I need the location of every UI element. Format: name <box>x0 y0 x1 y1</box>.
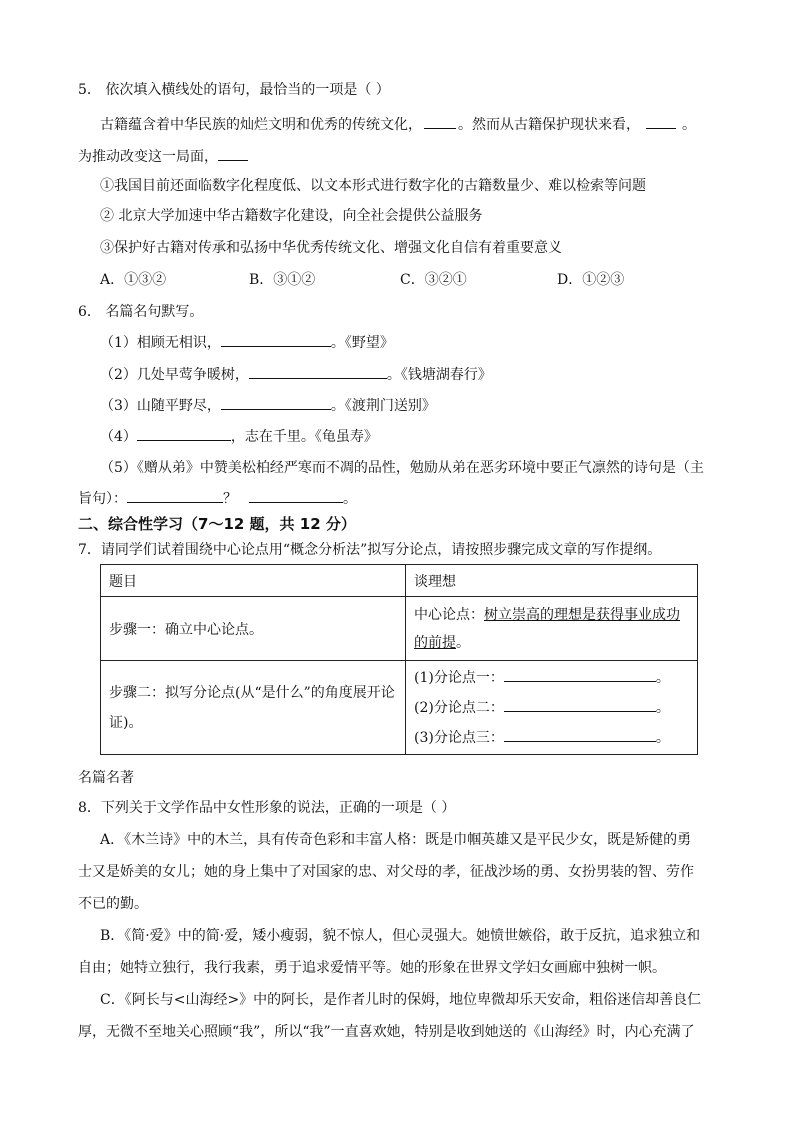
q6-item-3-prefix: （3）山随平野尽， <box>100 398 221 414</box>
q5-passage-line1 <box>100 114 696 135</box>
q5-option-2: ② 北京大学加速中华古籍数字化建设，向全社会提供公益服务 <box>100 208 483 224</box>
q7-step1: 步骤一：确立中心论点。 <box>101 597 406 661</box>
q6-item-4-prefix: （4） <box>100 429 137 445</box>
q6-item-5-prefix: 旨句）： <box>78 491 127 507</box>
q6-item-2-prefix: （2）几处早莺争暖树， <box>100 367 249 383</box>
q6-item-5-line2 <box>78 488 357 509</box>
q7-thesis-line1: 树立崇高的理想是获得事业成功 <box>484 606 680 623</box>
q6-item-3-blank[interactable] <box>221 395 331 410</box>
q7-sub3-end: 。 <box>655 729 670 746</box>
q6-item-4-blank[interactable] <box>137 426 231 441</box>
q6-item-1 <box>100 332 394 353</box>
q7-header-left: 题目 <box>101 565 406 597</box>
q7-outline-table <box>100 564 698 755</box>
q7-thesis-cell <box>406 597 698 661</box>
q5-blank-1[interactable] <box>424 114 456 129</box>
q5-choice-a[interactable]: A．①③② <box>100 272 167 288</box>
q5-choice-c[interactable]: C．③②① <box>400 272 467 288</box>
q7-sub2-end: 。 <box>655 699 670 716</box>
q7-header-right: 谈理想 <box>406 565 698 597</box>
q7-thesis-line2: 的前提 <box>414 634 456 651</box>
q5-stem: 5． 依次填入横线处的语句，最恰当的一项是（ ） <box>78 82 390 98</box>
q7-thesis-label: 中心论点： <box>414 606 484 623</box>
table-row <box>101 565 698 597</box>
q7-sub1-blank[interactable] <box>504 667 656 682</box>
q5-blank-2[interactable] <box>646 114 676 129</box>
q5-blank-3[interactable] <box>218 146 248 161</box>
q6-item-5-end: 。 <box>343 491 357 507</box>
q6-item-1-suffix: 。《野望》 <box>330 335 394 351</box>
q6-item-5-blank-2[interactable] <box>249 488 343 503</box>
q6-item-2-blank[interactable] <box>249 364 387 379</box>
q8-option-b-line2: 自由；她特立独行，我行我素，勇于追求爱情平等。她的形象在世界文学妇女画廊中独树一帜。 <box>78 960 666 976</box>
q6-item-1-prefix: （1）相顾无相识， <box>100 335 221 351</box>
q6-item-3 <box>100 395 436 416</box>
q8-option-a-line3: 不已的勤。 <box>78 896 148 912</box>
table-row <box>101 597 698 661</box>
q5-option-3: ③保护好古籍对传承和弘扬中华优秀传统文化、增强文化自信有着重要意义 <box>100 240 562 256</box>
q5-choice-d[interactable]: D．①②③ <box>557 272 625 288</box>
mingpian-heading: 名篇名著 <box>78 770 134 786</box>
q7-subpoints-cell <box>406 661 698 755</box>
section-2-heading: 二、综合性学习（7～12 题，共 12 分） <box>78 515 356 533</box>
q5-passage-line2 <box>78 146 248 167</box>
q7-sub3-label: (3)分论点三： <box>414 729 504 746</box>
q6-item-5-line1: （5）《赠从弟》中赞美松柏经严寒而不凋的品性，勉励从弟在恶劣环境中要正气凛然的诗句是（主 <box>100 460 704 476</box>
table-row <box>101 661 698 755</box>
q7-step2 <box>101 661 406 755</box>
q7-sub1-end: 。 <box>655 669 670 686</box>
q5-passage-c: 。 <box>682 117 696 133</box>
q7-sub1-label: (1)分论点一： <box>414 669 504 686</box>
q6-item-5-blank-1[interactable] <box>127 488 223 503</box>
q7-step2-line2: 证)。 <box>109 714 143 731</box>
q6-item-2-suffix: 。《钱塘湖春行》 <box>386 367 492 383</box>
q8-option-c-line2: 厚，无微不至地关心照顾“我”，所以“我”一直喜欢她，特别是收到她送的《山海经》时，内心充满了 <box>78 1024 695 1040</box>
q7-sub2-blank[interactable] <box>504 697 656 712</box>
q8-stem: 8．下列关于文学作品中女性形象的说法，正确的一项是（ ） <box>78 800 456 816</box>
q6-item-4-suffix: ，志在千里。《龟虽寿》 <box>230 429 378 445</box>
q7-thesis-end: 。 <box>456 634 470 651</box>
q6-item-4 <box>100 426 378 447</box>
q5-choice-b[interactable]: B．③①② <box>249 272 316 288</box>
q8-option-c-line1: C．《阿长与<山海经>》中的阿长，是作者儿时的保姆，地位卑微却乐天安命，粗俗迷信却善良仁 <box>100 992 702 1008</box>
q5-option-1: ①我国目前还面临数字化程度低、以文本形式进行数字化的古籍数量少、难以检索等问题 <box>100 178 646 194</box>
q6-stem: 6． 名篇名句默写。 <box>78 304 204 320</box>
q7-sub2-label: (2)分论点二： <box>414 699 504 716</box>
q8-option-a-line1: A．《木兰诗》中的木兰，具有传奇色彩和丰富人格：既是巾帼英雄又是平民少女，既是矫健的勇 <box>100 832 692 848</box>
q7-stem: 7．请同学们试着围绕中心论点用“概念分析法”拟写分论点，请按照步骤完成文章的写作提纲。 <box>78 542 662 558</box>
q7-sub3-blank[interactable] <box>504 727 656 742</box>
q8-option-b-line1: B．《简·爱》中的简·爱，矮小瘦弱，貌不惊人，但心灵强大。她愤世嫉俗，敢于反抗，追求独立和 <box>100 928 701 944</box>
q6-item-3-suffix: 。《渡荆门送别》 <box>330 398 436 414</box>
q6-item-5-mid: ？ <box>223 491 237 507</box>
q7-step2-line1: 步骤二：拟写分论点(从“是什么”的角度展开论 <box>109 684 395 701</box>
q6-item-1-blank[interactable] <box>221 332 331 347</box>
q5-passage-d: 为推动改变这一局面， <box>78 149 218 165</box>
q8-option-a-line2: 士又是娇美的女儿；她的身上集中了对国家的忠、对父母的孝，征战沙场的勇、女扮男装的智、劳作 <box>78 864 694 880</box>
q5-passage-a: 古籍蕴含着中华民族的灿烂文明和优秀的传统文化， <box>100 117 422 133</box>
q5-passage-b: 。然而从古籍保护现状来看， <box>458 117 640 133</box>
q6-item-2 <box>100 364 492 385</box>
